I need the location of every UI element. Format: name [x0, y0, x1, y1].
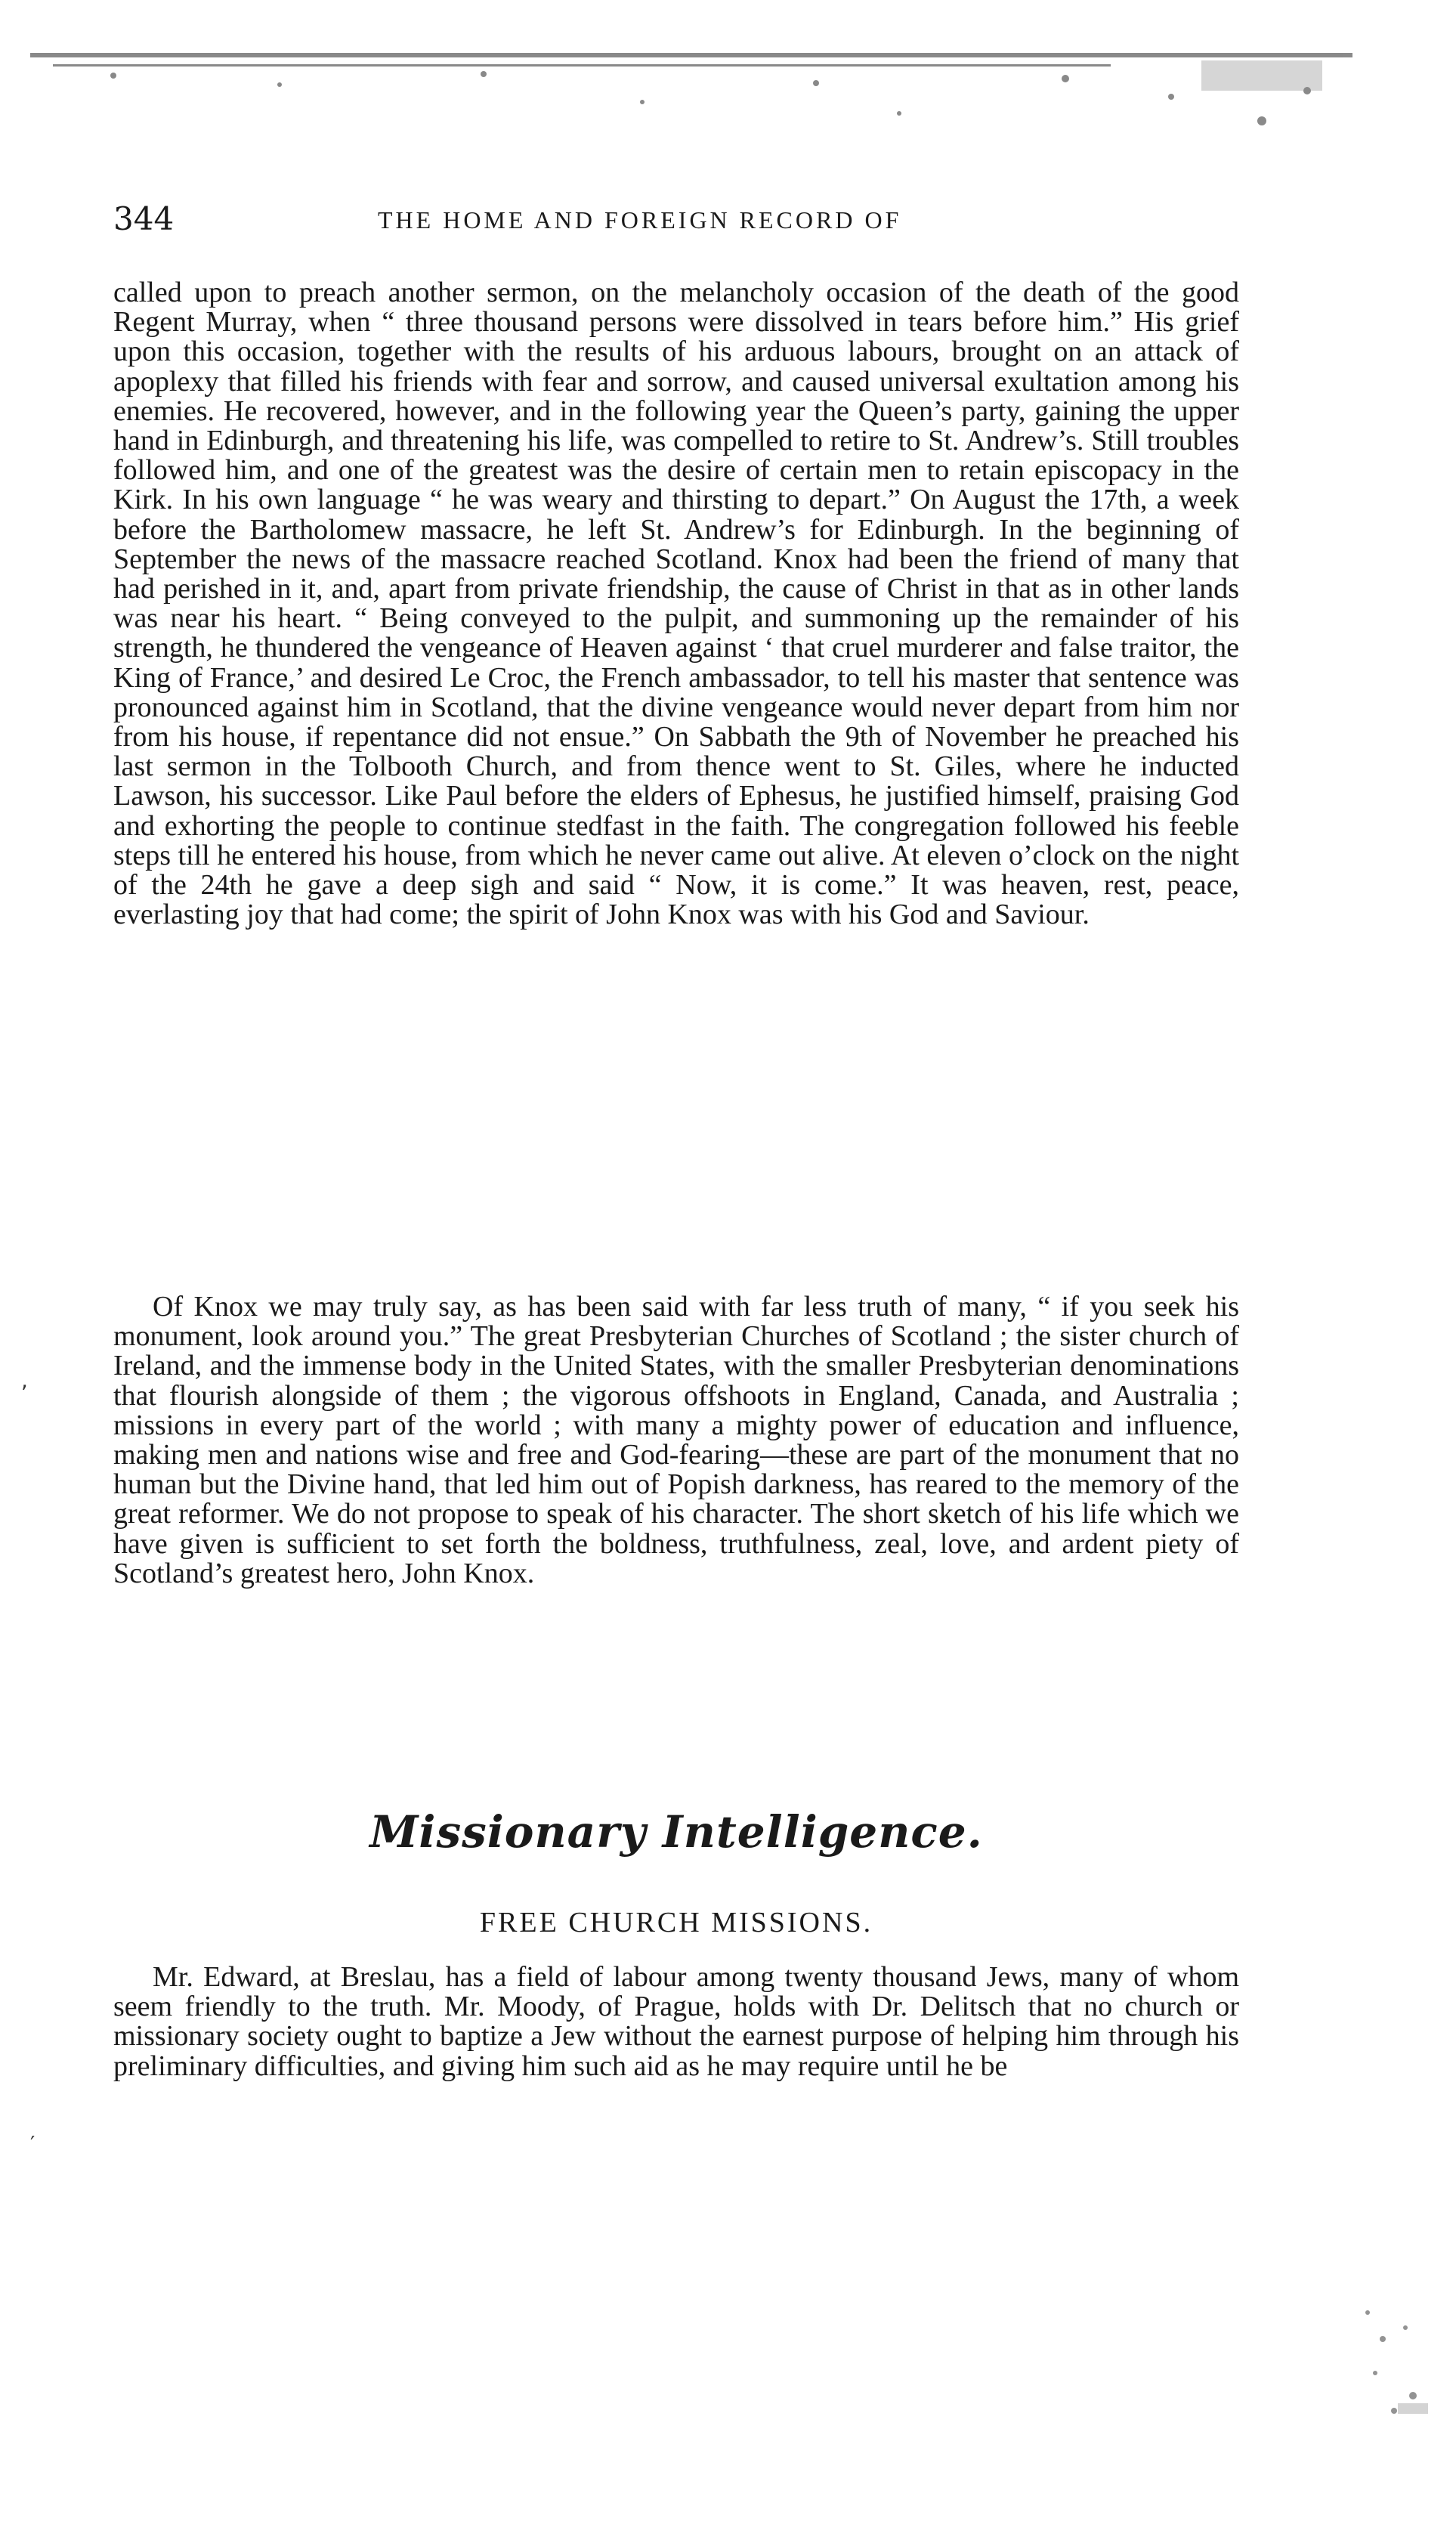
page-number: 344: [113, 200, 175, 237]
body-paragraph-1: [113, 278, 1239, 1283]
print-speckle-bottom: [1352, 2297, 1436, 2426]
body-paragraph-3: [113, 1963, 1239, 2144]
paragraph-text: Mr. Edward, at Breslau, has a field of labour among twenty thousand Jews, many of whom seem friendly to the truth. Mr. Moody, of Prague, holds with Dr. Delitsch that no church or missionary society ought to baptize a Jew without the earnest purpose of helping him through his preliminary difficulties, and giving him such aid as he may require until he be: [113, 1961, 1239, 2082]
margin-mark-stroke: ′: [30, 2131, 36, 2156]
body-paragraph-2: [113, 1292, 1239, 1761]
running-head: [113, 200, 1262, 246]
print-speckle-top: [23, 30, 1368, 136]
paragraph-text: called upon to preach another sermon, on the melancholy occasion of the death of the good Regent Murray, when “ three thousand persons were dissolved in tears before him.” His grief upon this occasion, together with the results of his arduous labours, brought on an attack of apoplexy that filled his friends with fear and sorrow, and caused universal exultation among his enemies. He recovered, however, and in the following year the Queen’s party, gaining the upper hand in Edinburgh, and threatening his life, was compelled to retire to St. Andrew’s. Still troubles followed him, and one of the greatest was the desire of certain men to retain episcopacy in the Kirk. In his own language “ he was weary and thirsting to depart.” On August the 17th, a week before the Bartholomew massacre, he left St. Andrew’s for Edinburgh. In the beginning of September the news of the massacre reached Scotland. Knox had been the friend of many that had perished in it, and, apart from private friendship, the cause of Christ in that as in other lands was near his heart. “ Being conveyed to the pulpit, and summoning up the remainder of his strength, he thundered the vengeance of Heaven against ‘ that cruel murderer and false traitor, the King of France,’ and desired Le Croc, the French ambassador, to tell his master that sentence was pronounced against him in Scotland, that the divine vengeance would never depart from him nor from his house, if repentance did not ensue.” On Sabbath the 9th of November he preached his last sermon in the Tolbooth Church, and from thence went to St. Giles, where he inducted Lawson, his successor. Like Paul before the elders of Ephesus, he justified himself, praising God and exhorting the people to continue stedfast in the faith. The congregation followed his feeble steps till he entered his house, from which he never came out alive. At eleven o’clock on the night of the 24th he gave a deep sigh and said “ Now, it is come.” It was heaven, rest, peace, everlasting joy that had come; the spirit of John Knox was with his God and Saviour.: [113, 277, 1239, 931]
paragraph-text: Of Knox we may truly say, as has been said with far less truth of many, “ if you seek his monument, look around you.” The great Presbyterian Churches of Scotland ; the sister church of Ireland, and the immense body in the United States, with the smaller Presbyterian denominations that flourish alongside of them ; the vigorous offshoots in England, Canada, and Australia ; missions in every part of the world ; with many a mighty power of education and influence, making men and nations wise and free and God-fearing—these are part of the monument that no human but the Divine hand, that led him out of Popish darkness, has reared to the memory of the great reformer. We do not propose to speak of his character. The short sketch of his life which we have given is sufficient to set forth the boldness, truthfulness, zeal, love, and ardent piety of Scotland’s greatest hero, John Knox.: [113, 1291, 1239, 1589]
section-subheading: FREE CHURCH MISSIONS.: [479, 1907, 873, 1938]
section-heading: Missionary Intelligence.: [369, 1806, 983, 1858]
journal-title: THE HOME AND FOREIGN RECORD OF: [378, 206, 902, 234]
margin-mark-comma: ,: [21, 1368, 28, 1393]
